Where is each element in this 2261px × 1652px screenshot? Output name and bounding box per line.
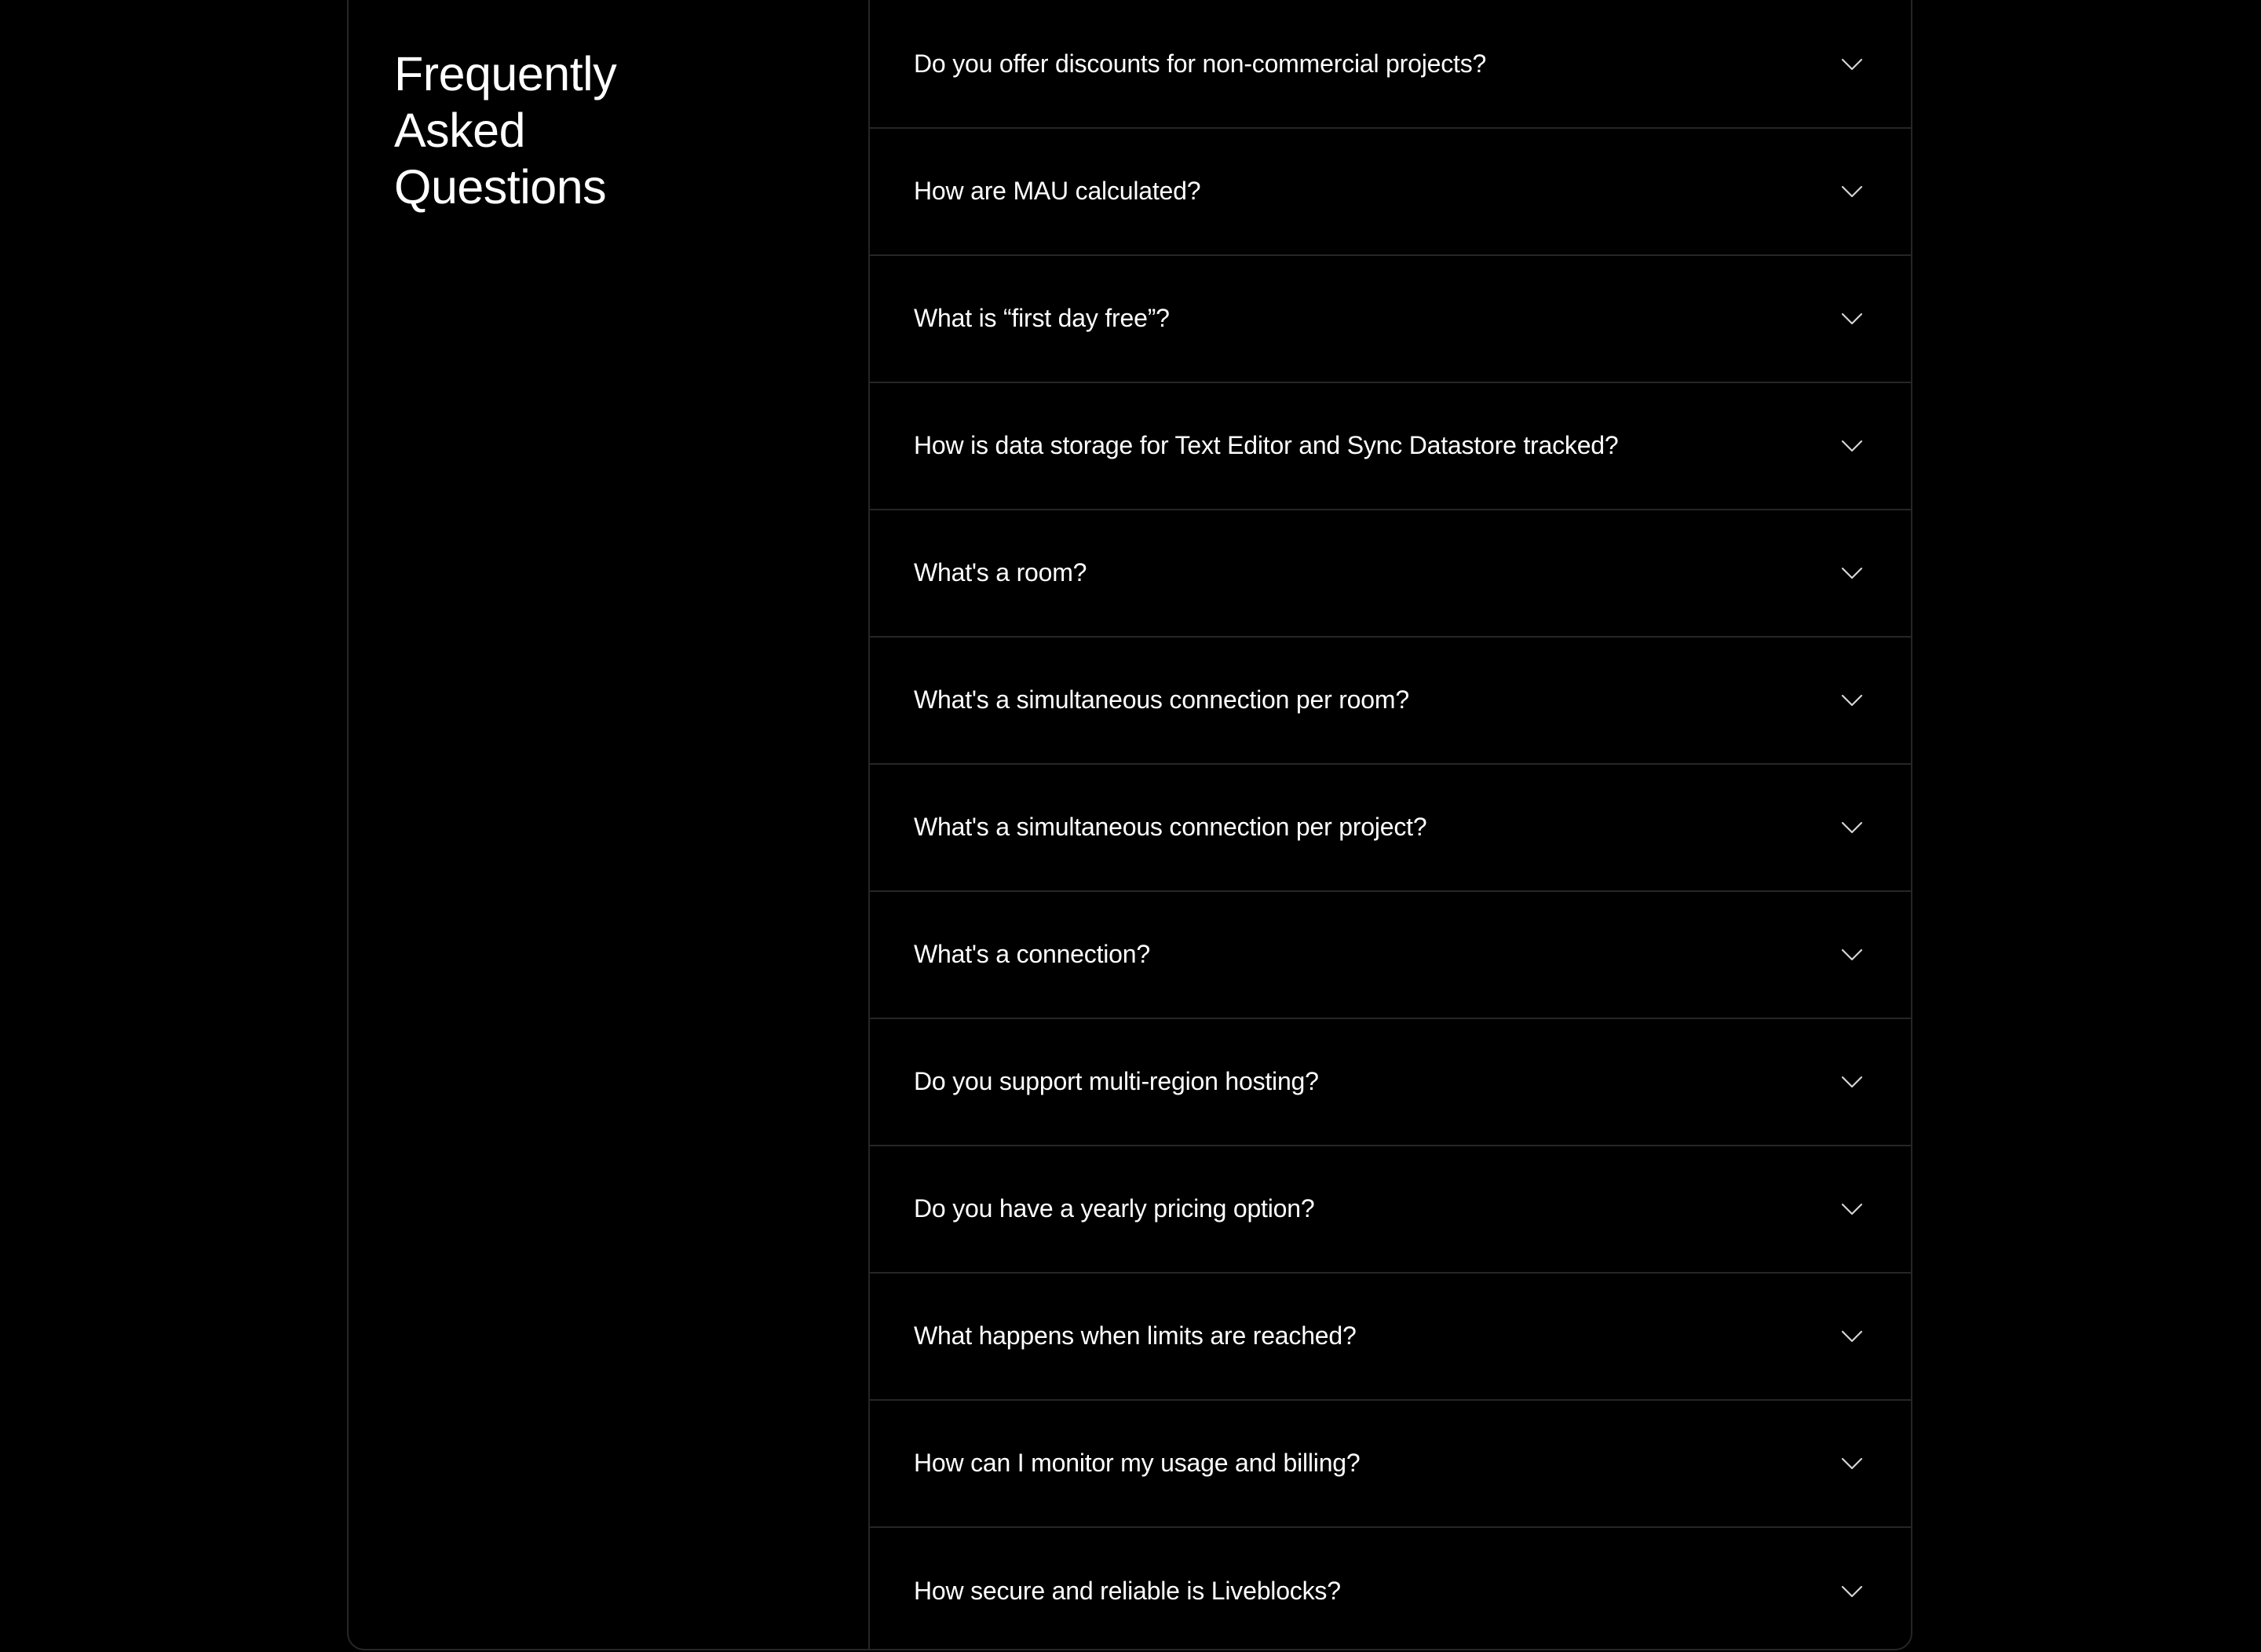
- faq-question: What's a simultaneous connection per room?: [914, 685, 1409, 714]
- chevron-down-icon: [1840, 312, 1864, 326]
- faq-item-limits[interactable]: [870, 1274, 1911, 1401]
- faq-heading-column: [349, 0, 870, 1649]
- chevron-down-icon: [1840, 439, 1864, 453]
- faq-question: Do you support multi-region hosting?: [914, 1066, 1319, 1095]
- faq-item-room[interactable]: [870, 510, 1911, 638]
- faq-question: Do you offer discounts for non-commercial projects?: [914, 49, 1487, 78]
- faq-question: How is data storage for Text Editor and Sync Datastore tracked?: [914, 430, 1619, 459]
- faq-item-connection-per-project[interactable]: [870, 765, 1911, 892]
- faq-question: What's a room?: [914, 557, 1087, 587]
- chevron-down-icon: [1840, 1456, 1864, 1471]
- chevron-down-icon: [1840, 57, 1864, 71]
- faq-item-security[interactable]: [870, 1528, 1911, 1650]
- faq-question: How are MAU calculated?: [914, 176, 1201, 205]
- faq-question: What is “first day free”?: [914, 303, 1170, 332]
- faq-list: [870, 0, 1911, 1649]
- chevron-down-icon: [1840, 1202, 1864, 1216]
- chevron-down-icon: [1840, 185, 1864, 199]
- faq-question: Do you have a yearly pricing option?: [914, 1193, 1315, 1223]
- faq-item-first-day-free[interactable]: [870, 256, 1911, 383]
- faq-item-usage-billing[interactable]: [870, 1401, 1911, 1528]
- faq-item-connection-per-room[interactable]: [870, 638, 1911, 765]
- faq-section: [347, 0, 1912, 1650]
- chevron-down-icon: [1840, 1329, 1864, 1343]
- chevron-down-icon: [1840, 948, 1864, 962]
- faq-question: How secure and reliable is Liveblocks?: [914, 1576, 1341, 1605]
- chevron-down-icon: [1840, 566, 1864, 580]
- faq-item-discounts[interactable]: [870, 2, 1911, 129]
- faq-question: What's a simultaneous connection per project?: [914, 812, 1427, 841]
- chevron-down-icon: [1840, 693, 1864, 707]
- faq-item-multi-region[interactable]: [870, 1019, 1911, 1146]
- chevron-down-icon: [1840, 1075, 1864, 1089]
- faq-item-data-storage[interactable]: [870, 383, 1911, 510]
- faq-item-mau[interactable]: [870, 129, 1911, 256]
- chevron-down-icon: [1840, 821, 1864, 835]
- chevron-down-icon: [1840, 1584, 1864, 1599]
- faq-item-yearly-pricing[interactable]: [870, 1146, 1911, 1274]
- faq-title: Frequently Asked Questions: [394, 47, 617, 214]
- faq-question: What's a connection?: [914, 939, 1150, 968]
- faq-item-connection[interactable]: [870, 892, 1911, 1019]
- faq-question: How can I monitor my usage and billing?: [914, 1448, 1361, 1477]
- faq-question: What happens when limits are reached?: [914, 1321, 1357, 1350]
